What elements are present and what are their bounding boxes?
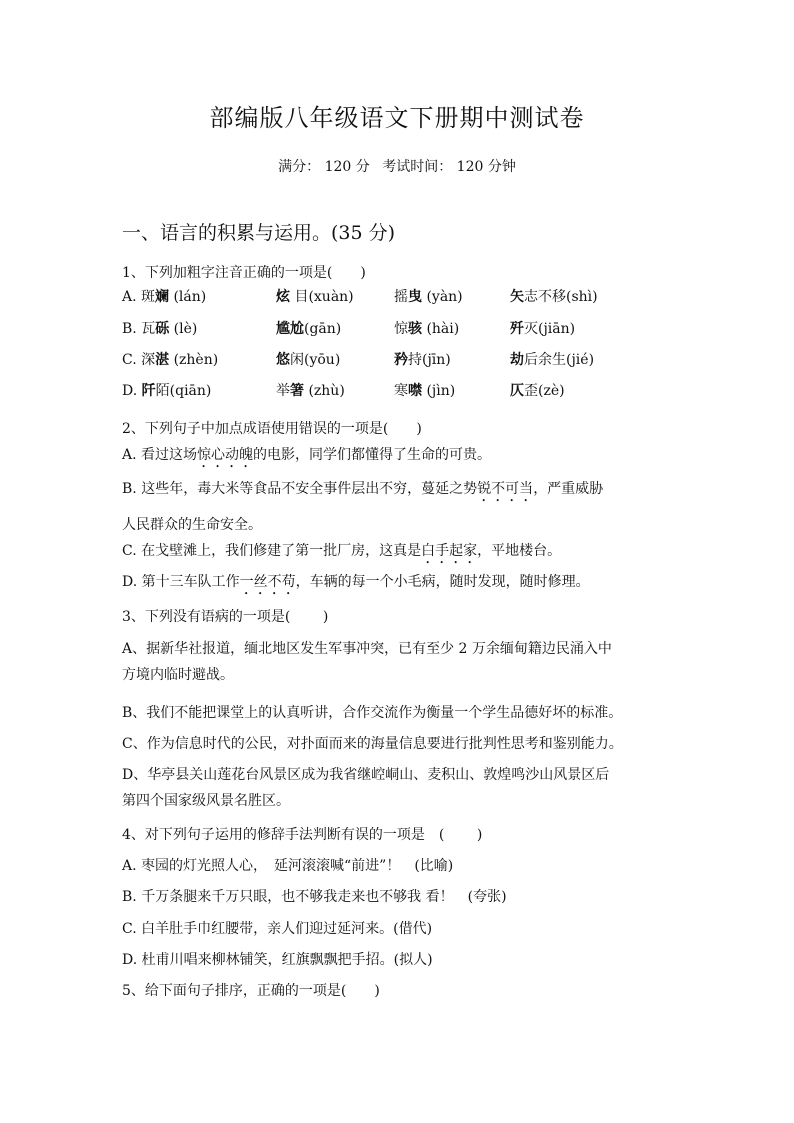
q3-option-d-cont: 第四个国家级风景名胜区。: [122, 793, 290, 809]
q4-stem: 4、对下列句子运用的修辞手法判断有误的一项是 ( ): [122, 827, 483, 843]
q2-stem: 2、下列句子中加点成语使用错误的一项是( ): [122, 421, 422, 437]
q3-option-b: B、我们不能把课堂上的认真听讲，合作交流作为衡量一个学生品德好坏的标准。: [122, 705, 623, 721]
q1-option-item: 举箸 (zhù): [276, 383, 345, 399]
q3-option-d: D、华亭县关山莲花台风景区成为我省继崆峒山、麦积山、敦煌鸣沙山风景区后: [122, 767, 610, 783]
full-score: 满分： 120 分: [278, 159, 370, 175]
q1-option-item: 劫后余生(jié): [510, 352, 595, 368]
q1-option-item: 炫 目(xuàn): [276, 289, 354, 305]
q4-option-d: D. 杜甫川唱来柳林铺笑，红旗飘飘把手招。(拟人): [122, 952, 433, 968]
q1-option-item: 寒噤 (jìn): [394, 383, 456, 399]
q2-option-c: C. 在戈壁滩上，我们修建了第一批厂房，这真是白手起家，平地楼台。: [122, 543, 562, 559]
q1-stem: 1、下列加粗字注音正确的一项是( ): [122, 265, 366, 281]
q3-option-a: A、据新华社报道，缅北地区发生军事冲突，已有至少 2 万余缅甸籍边民涌入中: [122, 641, 612, 657]
q1-option-row: [122, 349, 682, 371]
q1-option-item: B. 瓦砾 (lè): [122, 321, 198, 337]
q4-option-c: C. 白羊肚手巾红腰带，亲人们迎过延河来。(借代): [122, 921, 433, 937]
section-heading: 一、语言的积累与运用。(35 分): [122, 222, 396, 244]
q3-option-a-cont: 方境内临时避战。: [122, 667, 234, 683]
q1-option-item: 惊骇 (hài): [394, 321, 460, 337]
q1-option-item: D. 阡陌(qiān): [122, 383, 212, 399]
q1-option-item: 矜持(jīn): [394, 352, 451, 368]
q1-option-item: C. 深湛 (zhèn): [122, 352, 219, 368]
q2-option-b: B. 这些年，毒大米等食品不安全事件层出不穷，蔓延之势锐不可当，严重威胁: [122, 481, 604, 497]
q1-option-item: 摇曳 (yàn): [394, 289, 463, 305]
q1-option-item: 尴尬(gān): [276, 321, 342, 337]
q1-option-row: [122, 286, 682, 308]
q1-option-row: [122, 380, 682, 402]
q3-stem: 3、下列没有语病的一项是( ): [122, 609, 329, 625]
exam-time: 考试时间： 120 分钟: [382, 159, 516, 175]
q5-stem: 5、给下面句子排序，正确的一项是( ): [122, 983, 380, 999]
q1-option-item: A. 斑斓 (lán): [122, 289, 207, 305]
q1-option-row: [122, 318, 682, 340]
q1-option-item: 悠闲(yōu): [276, 352, 341, 368]
q1-option-item: 仄歪(zè): [510, 383, 565, 399]
q4-option-b: B. 千万条腿来千万只眼，也不够我走来也不够我 看！ (夸张): [122, 889, 507, 905]
q1-option-item: 歼灭(jiān): [510, 321, 576, 337]
q2-option-a: A. 看过这场惊心动魄的电影，同学们都懂得了生命的可贵。: [122, 447, 492, 463]
q4-option-a: A. 枣园的灯光照人心， 延河滚滚喊“前进”！ (比喻): [122, 858, 454, 874]
q2-option-b-cont: 人民群众的生命安全。: [122, 517, 262, 533]
q3-option-c: C、作为信息时代的公民，对扑面而来的海量信息要进行批判性思考和鉴别能力。: [122, 736, 623, 752]
exam-info: [0, 156, 794, 176]
page-title: 部编版八年级语文下册期中测试卷: [209, 104, 585, 132]
q1-option-item: 矢志不移(shì): [510, 289, 598, 305]
q2-option-d: D. 第十三车队工作一丝不苟，车辆的每一个小毛病，随时发现，随时修理。: [122, 574, 590, 590]
